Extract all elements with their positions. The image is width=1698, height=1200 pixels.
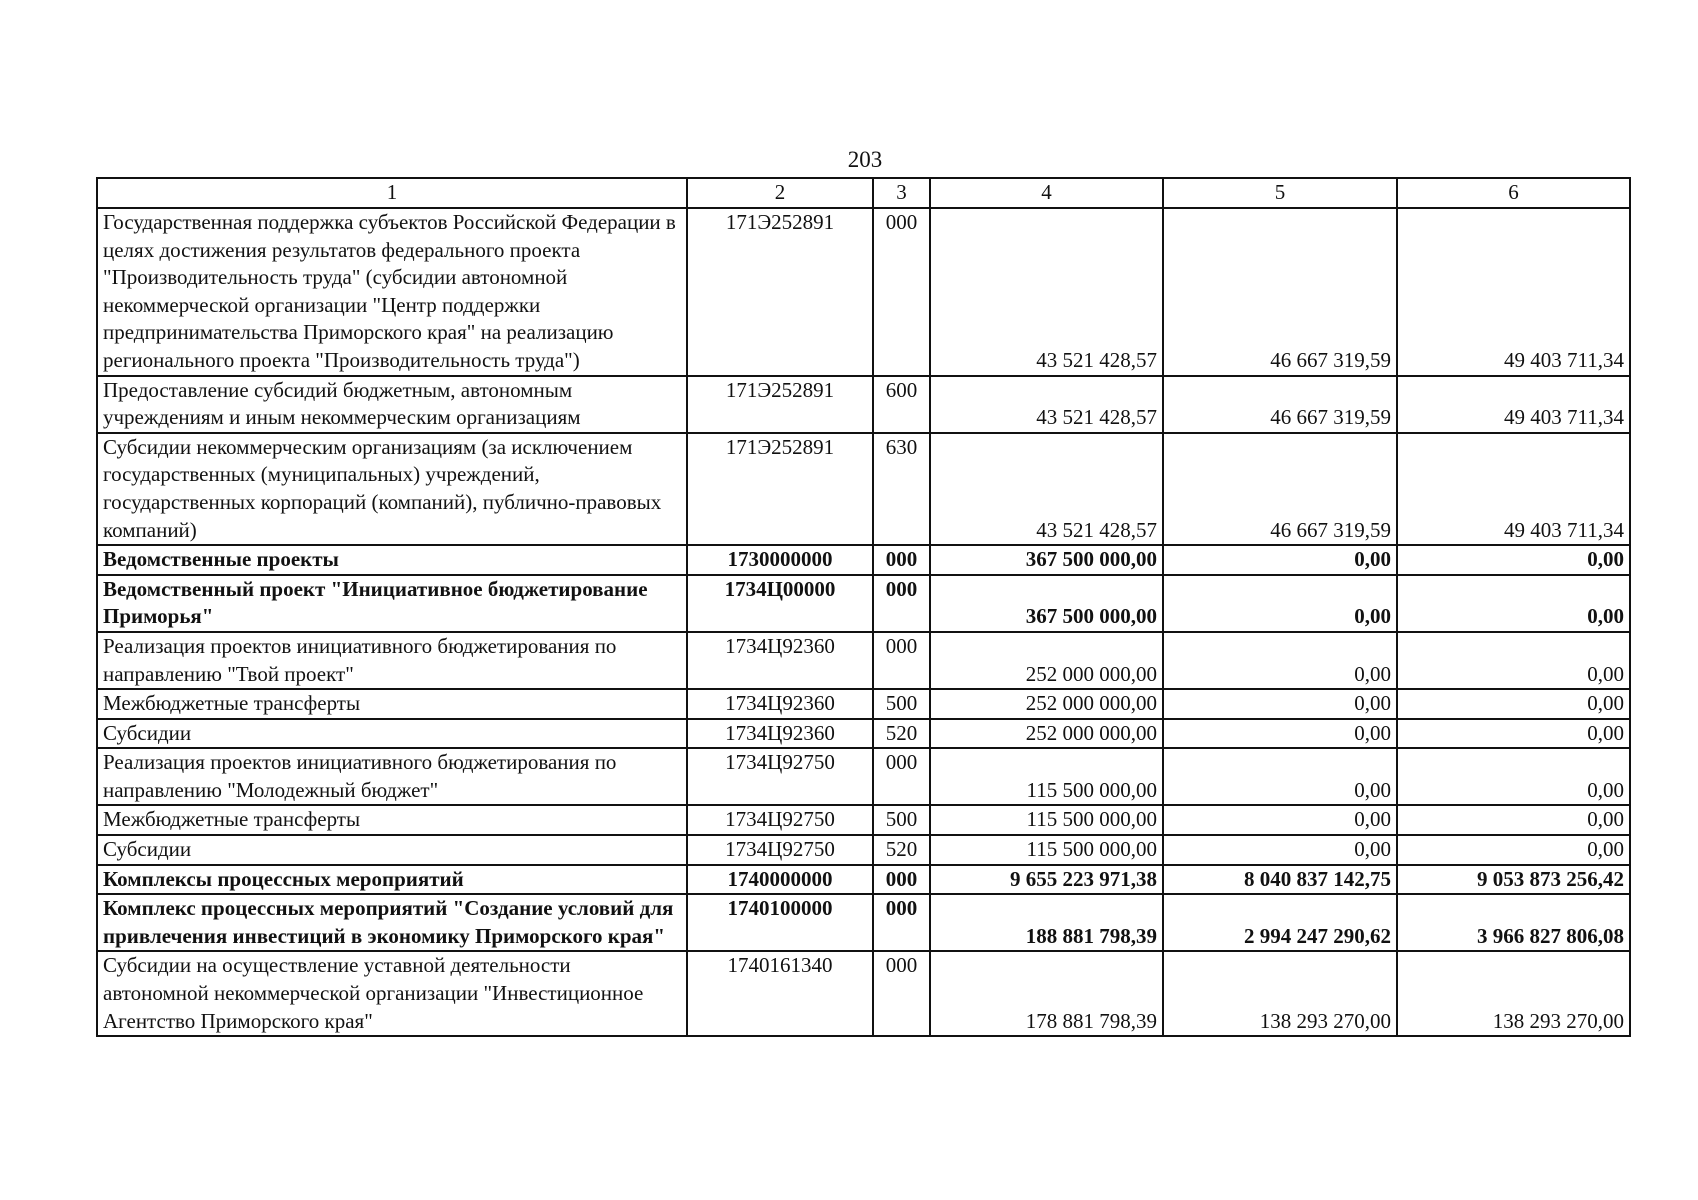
row-value-col4: 252 000 000,00 bbox=[930, 632, 1163, 689]
row-value-col4: 367 500 000,00 bbox=[930, 575, 1163, 632]
row-value-col5: 46 667 319,59 bbox=[1163, 433, 1397, 545]
row-code: 1740000000 bbox=[687, 865, 873, 895]
column-header: 6 bbox=[1397, 178, 1630, 208]
row-code: 1734Ц00000 bbox=[687, 575, 873, 632]
row-value-col6: 49 403 711,34 bbox=[1397, 433, 1630, 545]
row-value-col6: 0,00 bbox=[1397, 748, 1630, 805]
row-value-col4: 188 881 798,39 bbox=[930, 894, 1163, 951]
column-header: 1 bbox=[97, 178, 687, 208]
row-value-col4: 115 500 000,00 bbox=[930, 748, 1163, 805]
row-kvr: 500 bbox=[873, 689, 930, 719]
row-value-col5: 46 667 319,59 bbox=[1163, 208, 1397, 376]
row-value-col5: 2 994 247 290,62 bbox=[1163, 894, 1397, 951]
row-kvr: 600 bbox=[873, 376, 930, 433]
row-name: Ведомственные проекты bbox=[97, 545, 687, 575]
row-value-col5: 0,00 bbox=[1163, 805, 1397, 835]
column-header: 2 bbox=[687, 178, 873, 208]
row-name: Субсидии bbox=[97, 719, 687, 749]
row-value-col4: 115 500 000,00 bbox=[930, 805, 1163, 835]
row-value-col5: 8 040 837 142,75 bbox=[1163, 865, 1397, 895]
row-name: Комплексы процессных мероприятий bbox=[97, 865, 687, 895]
table-row bbox=[97, 719, 1630, 749]
budget-table bbox=[96, 177, 1631, 1037]
row-value-col6: 0,00 bbox=[1397, 689, 1630, 719]
row-kvr: 000 bbox=[873, 748, 930, 805]
table-row bbox=[97, 835, 1630, 865]
table-row bbox=[97, 689, 1630, 719]
row-value-col6: 0,00 bbox=[1397, 835, 1630, 865]
table-row bbox=[97, 208, 1630, 376]
row-value-col5: 0,00 bbox=[1163, 719, 1397, 749]
row-kvr: 000 bbox=[873, 545, 930, 575]
row-value-col4: 252 000 000,00 bbox=[930, 719, 1163, 749]
row-code: 171Э252891 bbox=[687, 433, 873, 545]
row-name: Комплекс процессных мероприятий "Создание условий для привлечения инвестиций в экономику Приморского края" bbox=[97, 894, 687, 951]
row-value-col6: 0,00 bbox=[1397, 575, 1630, 632]
row-value-col5: 0,00 bbox=[1163, 545, 1397, 575]
row-value-col4: 367 500 000,00 bbox=[930, 545, 1163, 575]
row-value-col4: 9 655 223 971,38 bbox=[930, 865, 1163, 895]
row-kvr: 500 bbox=[873, 805, 930, 835]
row-code: 1740100000 bbox=[687, 894, 873, 951]
row-kvr: 520 bbox=[873, 719, 930, 749]
row-code: 171Э252891 bbox=[687, 208, 873, 376]
table-row bbox=[97, 433, 1630, 545]
table-row bbox=[97, 545, 1630, 575]
row-value-col5: 0,00 bbox=[1163, 632, 1397, 689]
row-value-col6: 0,00 bbox=[1397, 719, 1630, 749]
row-code: 1730000000 bbox=[687, 545, 873, 575]
table-header-row bbox=[97, 178, 1630, 208]
table-row bbox=[97, 575, 1630, 632]
row-value-col4: 252 000 000,00 bbox=[930, 689, 1163, 719]
row-value-col5: 0,00 bbox=[1163, 835, 1397, 865]
row-code: 1740161340 bbox=[687, 951, 873, 1036]
row-code: 1734Ц92750 bbox=[687, 835, 873, 865]
table-row bbox=[97, 894, 1630, 951]
row-value-col4: 178 881 798,39 bbox=[930, 951, 1163, 1036]
column-header: 4 bbox=[930, 178, 1163, 208]
table-row bbox=[97, 376, 1630, 433]
row-name: Реализация проектов инициативного бюджетирования по направлению "Молодежный бюджет" bbox=[97, 748, 687, 805]
table-row bbox=[97, 865, 1630, 895]
table-row bbox=[97, 632, 1630, 689]
row-value-col6: 0,00 bbox=[1397, 805, 1630, 835]
row-value-col6: 138 293 270,00 bbox=[1397, 951, 1630, 1036]
row-name: Предоставление субсидий бюджетным, автономным учреждениям и иным некоммерческим организациям bbox=[97, 376, 687, 433]
row-kvr: 000 bbox=[873, 894, 930, 951]
row-name: Субсидии на осуществление уставной деятельности автономной некоммерческой организации "Инвестиционное Агентство Приморского края" bbox=[97, 951, 687, 1036]
row-code: 1734Ц92750 bbox=[687, 805, 873, 835]
row-value-col6: 3 966 827 806,08 bbox=[1397, 894, 1630, 951]
row-value-col6: 0,00 bbox=[1397, 545, 1630, 575]
row-code: 1734Ц92360 bbox=[687, 689, 873, 719]
row-value-col5: 138 293 270,00 bbox=[1163, 951, 1397, 1036]
row-value-col5: 0,00 bbox=[1163, 689, 1397, 719]
row-kvr: 000 bbox=[873, 208, 930, 376]
row-kvr: 000 bbox=[873, 632, 930, 689]
row-value-col4: 43 521 428,57 bbox=[930, 376, 1163, 433]
row-code: 1734Ц92360 bbox=[687, 719, 873, 749]
row-code: 1734Ц92360 bbox=[687, 632, 873, 689]
row-value-col6: 9 053 873 256,42 bbox=[1397, 865, 1630, 895]
row-name: Межбюджетные трансферты bbox=[97, 689, 687, 719]
column-header: 3 bbox=[873, 178, 930, 208]
row-kvr: 000 bbox=[873, 575, 930, 632]
table-row bbox=[97, 748, 1630, 805]
row-value-col4: 43 521 428,57 bbox=[930, 208, 1163, 376]
row-value-col4: 43 521 428,57 bbox=[930, 433, 1163, 545]
row-value-col4: 115 500 000,00 bbox=[930, 835, 1163, 865]
row-kvr: 630 bbox=[873, 433, 930, 545]
row-name: Субсидии bbox=[97, 835, 687, 865]
row-name: Реализация проектов инициативного бюджетирования по направлению "Твой проект" bbox=[97, 632, 687, 689]
row-kvr: 520 bbox=[873, 835, 930, 865]
row-value-col5: 46 667 319,59 bbox=[1163, 376, 1397, 433]
row-value-col6: 0,00 bbox=[1397, 632, 1630, 689]
column-header: 5 bbox=[1163, 178, 1397, 208]
row-code: 171Э252891 bbox=[687, 376, 873, 433]
row-name: Межбюджетные трансферты bbox=[97, 805, 687, 835]
row-name: Ведомственный проект "Инициативное бюджетирование Приморья" bbox=[97, 575, 687, 632]
row-value-col5: 0,00 bbox=[1163, 748, 1397, 805]
row-value-col5: 0,00 bbox=[1163, 575, 1397, 632]
row-name: Субсидии некоммерческим организациям (за исключением государственных (муниципальных) учреждений, государственных корпораций (компаний), публично-правовых компаний) bbox=[97, 433, 687, 545]
table-row bbox=[97, 805, 1630, 835]
row-name: Государственная поддержка субъектов Российской Федерации в целях достижения результатов федерального проекта "Производительность труда" (субсидии автономной некоммерческой организации "Центр поддержки предпринимательства Приморского края" на реализацию регионального проекта "Производительность труда") bbox=[97, 208, 687, 376]
page-number: 203 bbox=[847, 147, 883, 172]
row-kvr: 000 bbox=[873, 951, 930, 1036]
row-kvr: 000 bbox=[873, 865, 930, 895]
row-value-col6: 49 403 711,34 bbox=[1397, 208, 1630, 376]
table-row bbox=[97, 951, 1630, 1036]
row-value-col6: 49 403 711,34 bbox=[1397, 376, 1630, 433]
row-code: 1734Ц92750 bbox=[687, 748, 873, 805]
